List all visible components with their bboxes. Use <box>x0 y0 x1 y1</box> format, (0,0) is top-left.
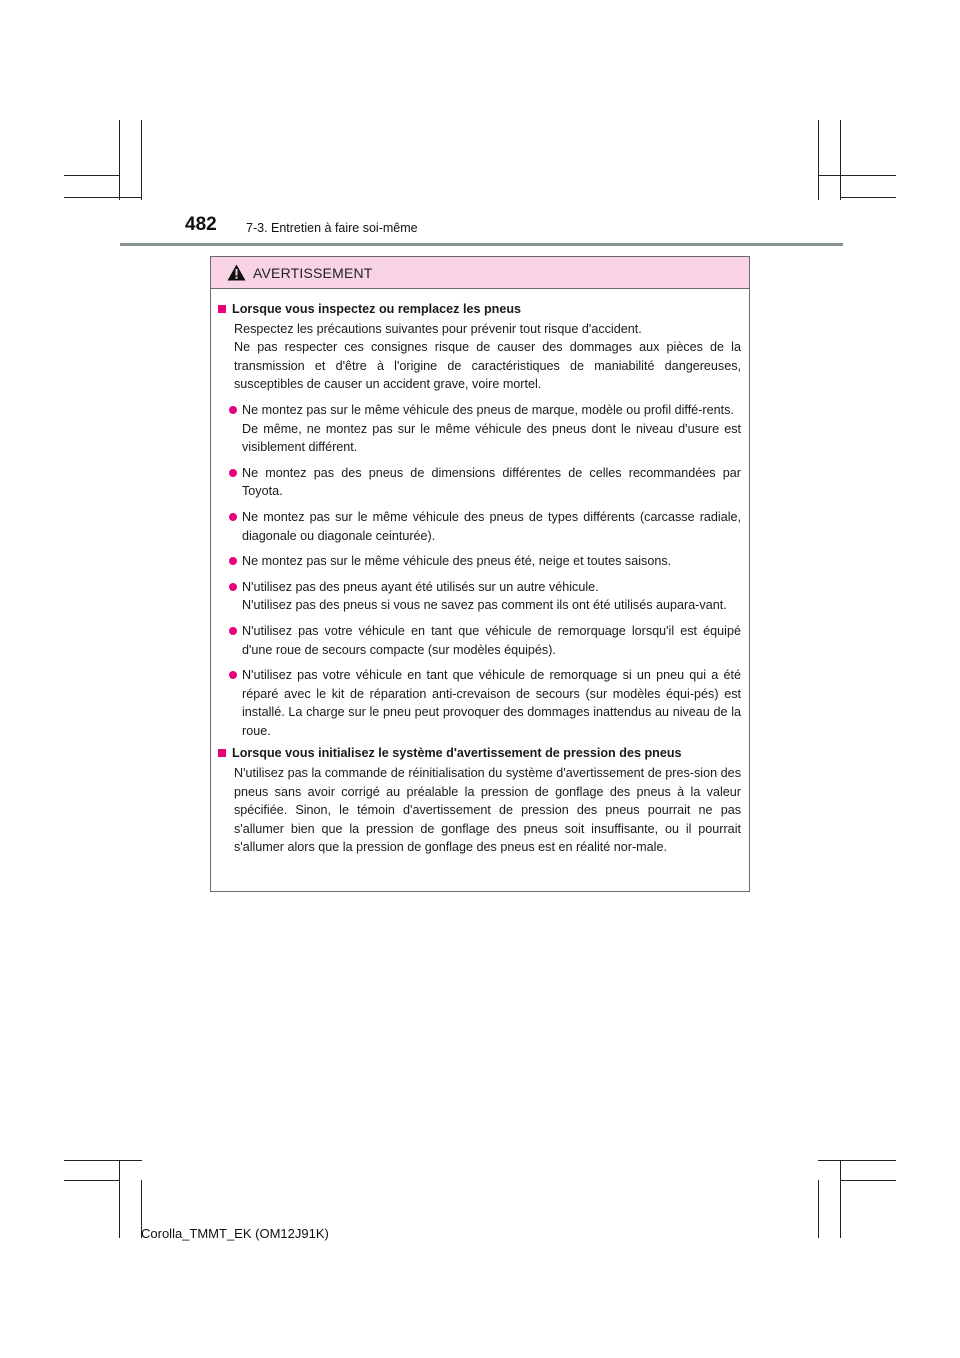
page-number: 482 <box>185 214 217 235</box>
round-bullet-icon <box>229 513 237 521</box>
warning-triangle-icon <box>227 264 246 281</box>
warning-box <box>210 256 750 892</box>
document-code: Corolla_TMMT_EK (OM12J91K) <box>141 1226 329 1241</box>
crop-mark <box>818 1160 896 1161</box>
list-item <box>229 401 741 457</box>
round-bullet-icon <box>229 627 237 635</box>
crop-mark <box>64 197 142 198</box>
crop-mark <box>119 120 120 200</box>
crop-mark <box>840 1180 896 1181</box>
square-bullet-icon <box>218 305 226 313</box>
crop-mark <box>64 1180 120 1181</box>
list-item-text: Ne montez pas sur le même véhicule des pneus de types différents (carcasse radiale, diagonale ou diagonale ceinturée). <box>242 509 741 543</box>
section-heading-text: Lorsque vous inspectez ou remplacez les pneus <box>232 302 522 316</box>
paragraph: N'utilisez pas la commande de réinitialisation du système d'avertissement de pres-sion des pneus sans avoir corrigé au préalable la pression de gonflage des pneus à la valeur spécifiée. Sinon, le témoin d'avertissement de pression des pneus pourrait ne pas s'allumer bien que la pression de gonflage des pneus soit insuffisante, ou il pourrait s'allumer alors que la pression de gonflage des pneus est en réalité nor-male. <box>234 766 741 855</box>
round-bullet-icon <box>229 469 237 477</box>
crop-mark <box>840 197 896 198</box>
list-item-text: N'utilisez pas votre véhicule en tant que véhicule de remorquage lorsqu'il est équipé d'une roue de secours compacte (sur modèles équipés). <box>242 623 741 657</box>
list-item <box>229 552 741 571</box>
round-bullet-icon <box>229 583 237 591</box>
warning-body <box>211 289 749 857</box>
section-heading-text: Lorsque vous initialisez le système d'avertissement de pression des pneus <box>232 746 682 761</box>
crop-mark <box>818 175 896 176</box>
square-bullet-icon <box>218 749 226 757</box>
crop-mark <box>64 175 120 176</box>
crop-mark <box>818 1180 819 1238</box>
list-item-text: Ne montez pas des pneus de dimensions différentes de celles recommandées par Toyota. <box>242 465 741 499</box>
paragraph: Ne pas respecter ces consignes risque de causer des dommages aux pièces de la transmission et d'être à l'origine de caractéristiques de maniabilité dangereuses, susceptibles de causer un accident grave, voire mortel. <box>234 340 741 392</box>
warning-title: AVERTISSEMENT <box>253 264 373 281</box>
paragraph: Respectez les précautions suivantes pour prévenir tout risque d'accident. <box>234 321 642 336</box>
header-rule <box>120 243 843 246</box>
list-item <box>229 578 741 615</box>
round-bullet-icon <box>229 557 237 565</box>
list-item <box>229 464 741 501</box>
crop-mark <box>64 1160 142 1161</box>
list-item-text: N'utilisez pas votre véhicule en tant que véhicule de remorquage si un pneu qui a été réparé avec le kit de réparation anti-crevaison de secours (sur modèles équi-pés) est installé. La charge sur le pneu peut provoquer des dommages inattendus au niveau de la roue. <box>242 668 741 738</box>
round-bullet-icon <box>229 406 237 414</box>
list-item <box>229 508 741 545</box>
crop-mark <box>840 1160 841 1238</box>
warning-header <box>211 257 749 289</box>
crop-mark <box>119 1160 120 1238</box>
list-item <box>229 622 741 659</box>
list-item-text: N'utilisez pas des pneus ayant été utilisés sur un autre véhicule. N'utilisez pas des pneus si vous ne savez pas comment ils ont été utilisés aupara-vant. <box>242 579 727 613</box>
list-item <box>229 666 741 740</box>
crop-mark <box>141 120 142 200</box>
crop-mark <box>840 120 841 200</box>
section-title: 7-3. Entretien à faire soi-même <box>246 221 418 235</box>
section-heading <box>217 300 741 319</box>
section-heading <box>217 744 741 763</box>
round-bullet-icon <box>229 671 237 679</box>
list-item-text: Ne montez pas sur le même véhicule des pneus été, neige et toutes saisons. <box>242 554 672 569</box>
list-item-text: Ne montez pas sur le même véhicule des pneus de marque, modèle ou profil diffé-rents. De même, ne montez pas sur le même véhicule des pneus dont le niveau d'usure est visiblement différent. <box>242 402 741 455</box>
crop-mark <box>818 120 819 200</box>
